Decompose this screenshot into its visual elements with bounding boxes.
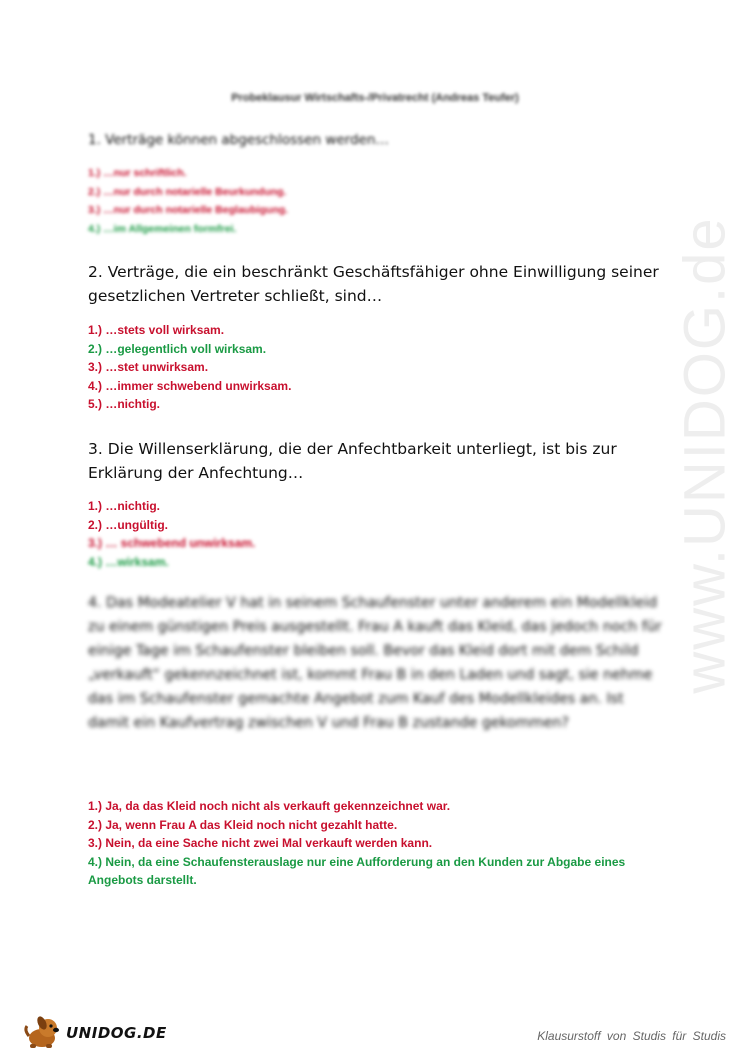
watermark: www.UNIDOG.de (672, 216, 738, 694)
question-3: 3. Die Willenserklärung, die der Anfechtbarkeit unterliegt, ist bis zur Erklärung der Anfechtung… (88, 440, 617, 482)
answer-1-1: 1.) …nur schriftlich. (88, 167, 187, 179)
answer-2-3: 3.) …stet unwirksam. (88, 360, 209, 374)
answer-4-2: 2.) Ja, wenn Frau A das Kleid noch nicht gezahlt hatte. (88, 817, 398, 832)
unidog-logo (22, 1014, 167, 1050)
document-title: Probeklausur Wirtschafts-/Privatrecht (Andreas Teufer) (231, 92, 519, 104)
question-1: 1. Verträge können abgeschlossen werden… (88, 132, 389, 148)
answer-3-2: 2.) …ungültig. (88, 517, 168, 532)
answer-1-4: 4.) …im Allgemeinen formfrei. (88, 222, 237, 235)
question-4: 4. Das Modeatelier V hat in seinem Schaufenster unter anderem ein Modellkleid zu einem günstigen Preis ausgestellt. Frau A kauft das Kleid, das jedoch noch für einige Tage im Schaufenster bleiben soll. Bevor das Kleid dort mit dem Schild „verkauft“ gekennzeichnet ist, kommt Frau B in den Laden und sagt, sie nehme das im Schaufenster gemachte Angebot zum Kauf des Modellkleides an. Ist damit ein Kaufvertrag zwischen V und Frau B zustande gekommen? (88, 595, 662, 731)
answer-4-3: 3.) Nein, da eine Sache nicht zwei Mal verkauft werden kann. (88, 836, 433, 850)
answer-1-2: 2.) …nur durch notarielle Beurkundung. (88, 185, 287, 198)
answer-2-5: 5.) …nichtig. (88, 397, 160, 411)
answers-question-2 (88, 321, 678, 414)
answer-3-3: 3.) … schwebend unwirksam. (88, 536, 256, 550)
answer-3-1: 1.) …nichtig. (88, 499, 160, 513)
answer-2-4: 4.) …immer schwebend unwirksam. (88, 378, 292, 393)
answers-question-3 (88, 497, 678, 571)
answers-question-1 (88, 164, 678, 238)
answers-question-4 (88, 797, 678, 890)
answer-4-4: 4.) Nein, da eine Schaufensterauslage nur eine Aufforderung an den Kunden zur Abgabe eines Angebots darstellt. (88, 854, 626, 887)
answer-4-1: 1.) Ja, da das Kleid noch nicht als verkauft gekennzeichnet war. (88, 799, 451, 813)
logo-text: UNIDOG.DE (66, 1024, 167, 1042)
answer-1-3: 3.) …nur durch notarielle Beglaubigung. (88, 204, 289, 216)
footer-tagline: Klausurstoff von Studis für Studis (537, 1029, 726, 1043)
answer-3-4: 4.) …wirksam. (88, 554, 169, 569)
answer-2-2: 2.) …gelegentlich voll wirksam. (88, 341, 267, 356)
dog-mascot-icon (22, 1014, 64, 1050)
question-2: 2. Verträge, die ein beschränkt Geschäftsfähiger ohne Einwilligung seiner gesetzlichen Vertreter schließt, sind… (88, 263, 659, 305)
answer-2-1: 1.) …stets voll wirksam. (88, 323, 225, 337)
